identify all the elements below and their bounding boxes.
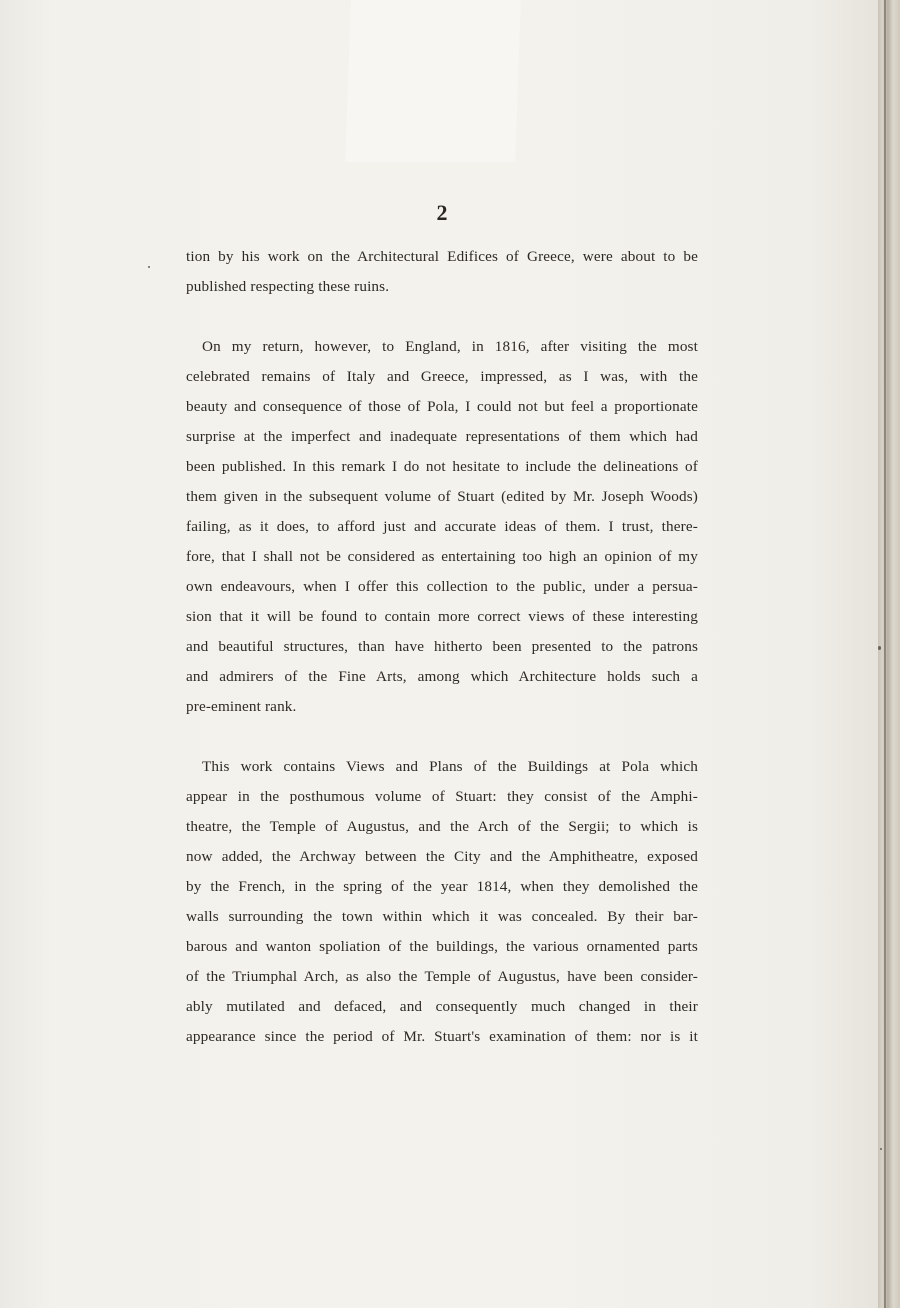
text-line: own endeavours, when I offer this collection to the public, under a persua-: [186, 578, 698, 595]
paragraph: [186, 752, 698, 1052]
text-line: and admirers of the Fine Arts, among which Architecture holds such a: [186, 668, 698, 685]
paragraph: [186, 242, 698, 302]
paper-speck: [878, 646, 881, 650]
text-line: This work contains Views and Plans of the Buildings at Pola which: [202, 758, 698, 775]
book-binding-edge: [878, 0, 900, 1308]
text-line: walls surrounding the town within which it was concealed. By their bar-: [186, 908, 698, 925]
body-text: [186, 242, 698, 1082]
text-line: now added, the Archway between the City and the Amphitheatre, exposed: [186, 848, 698, 865]
text-line: and beautiful structures, than have hitherto been presented to the patrons: [186, 638, 698, 655]
text-line: tion by his work on the Architectural Edifices of Greece, were about to be: [186, 248, 698, 265]
text-line: failing, as it does, to afford just and accurate ideas of them. I trust, there-: [186, 518, 698, 535]
paragraph: [186, 332, 698, 722]
text-line: pre-eminent rank.: [186, 698, 297, 715]
text-line: been published. In this remark I do not hesitate to include the delineations of: [186, 458, 698, 475]
text-line: them given in the subsequent volume of Stuart (edited by Mr. Joseph Woods): [186, 488, 698, 505]
text-line: celebrated remains of Italy and Greece, impressed, as I was, with the: [186, 368, 698, 385]
text-line: surprise at the imperfect and inadequate representations of them which had: [186, 428, 698, 445]
text-line: appearance since the period of Mr. Stuart's examination of them: nor is it: [186, 1028, 698, 1045]
text-line: by the French, in the spring of the year 1814, when they demolished the: [186, 878, 698, 895]
text-line: appear in the posthumous volume of Stuart: they consist of the Amphi-: [186, 788, 698, 805]
paper-speck: [148, 266, 150, 268]
paper-discoloration: [345, 0, 521, 162]
text-line: barous and wanton spoliation of the buildings, the various ornamented parts: [186, 938, 698, 955]
text-line: theatre, the Temple of Augustus, and the Arch of the Sergii; to which is: [186, 818, 698, 835]
text-line: ably mutilated and defaced, and consequently much changed in their: [186, 998, 698, 1015]
text-line: fore, that I shall not be considered as entertaining too high an opinion of my: [186, 548, 698, 565]
text-line: published respecting these ruins.: [186, 278, 390, 295]
paper-speck: [880, 1148, 882, 1150]
text-line: On my return, however, to England, in 1816, after visiting the most: [202, 338, 698, 355]
binding-fold-line: [884, 0, 886, 1308]
text-line: of the Triumphal Arch, as also the Temple of Augustus, have been consider-: [186, 968, 698, 985]
text-line: beauty and consequence of those of Pola, I could not but feel a proportionate: [186, 398, 698, 415]
text-line: sion that it will be found to contain more correct views of these interesting: [186, 608, 698, 625]
page-number: 2: [436, 200, 448, 225]
